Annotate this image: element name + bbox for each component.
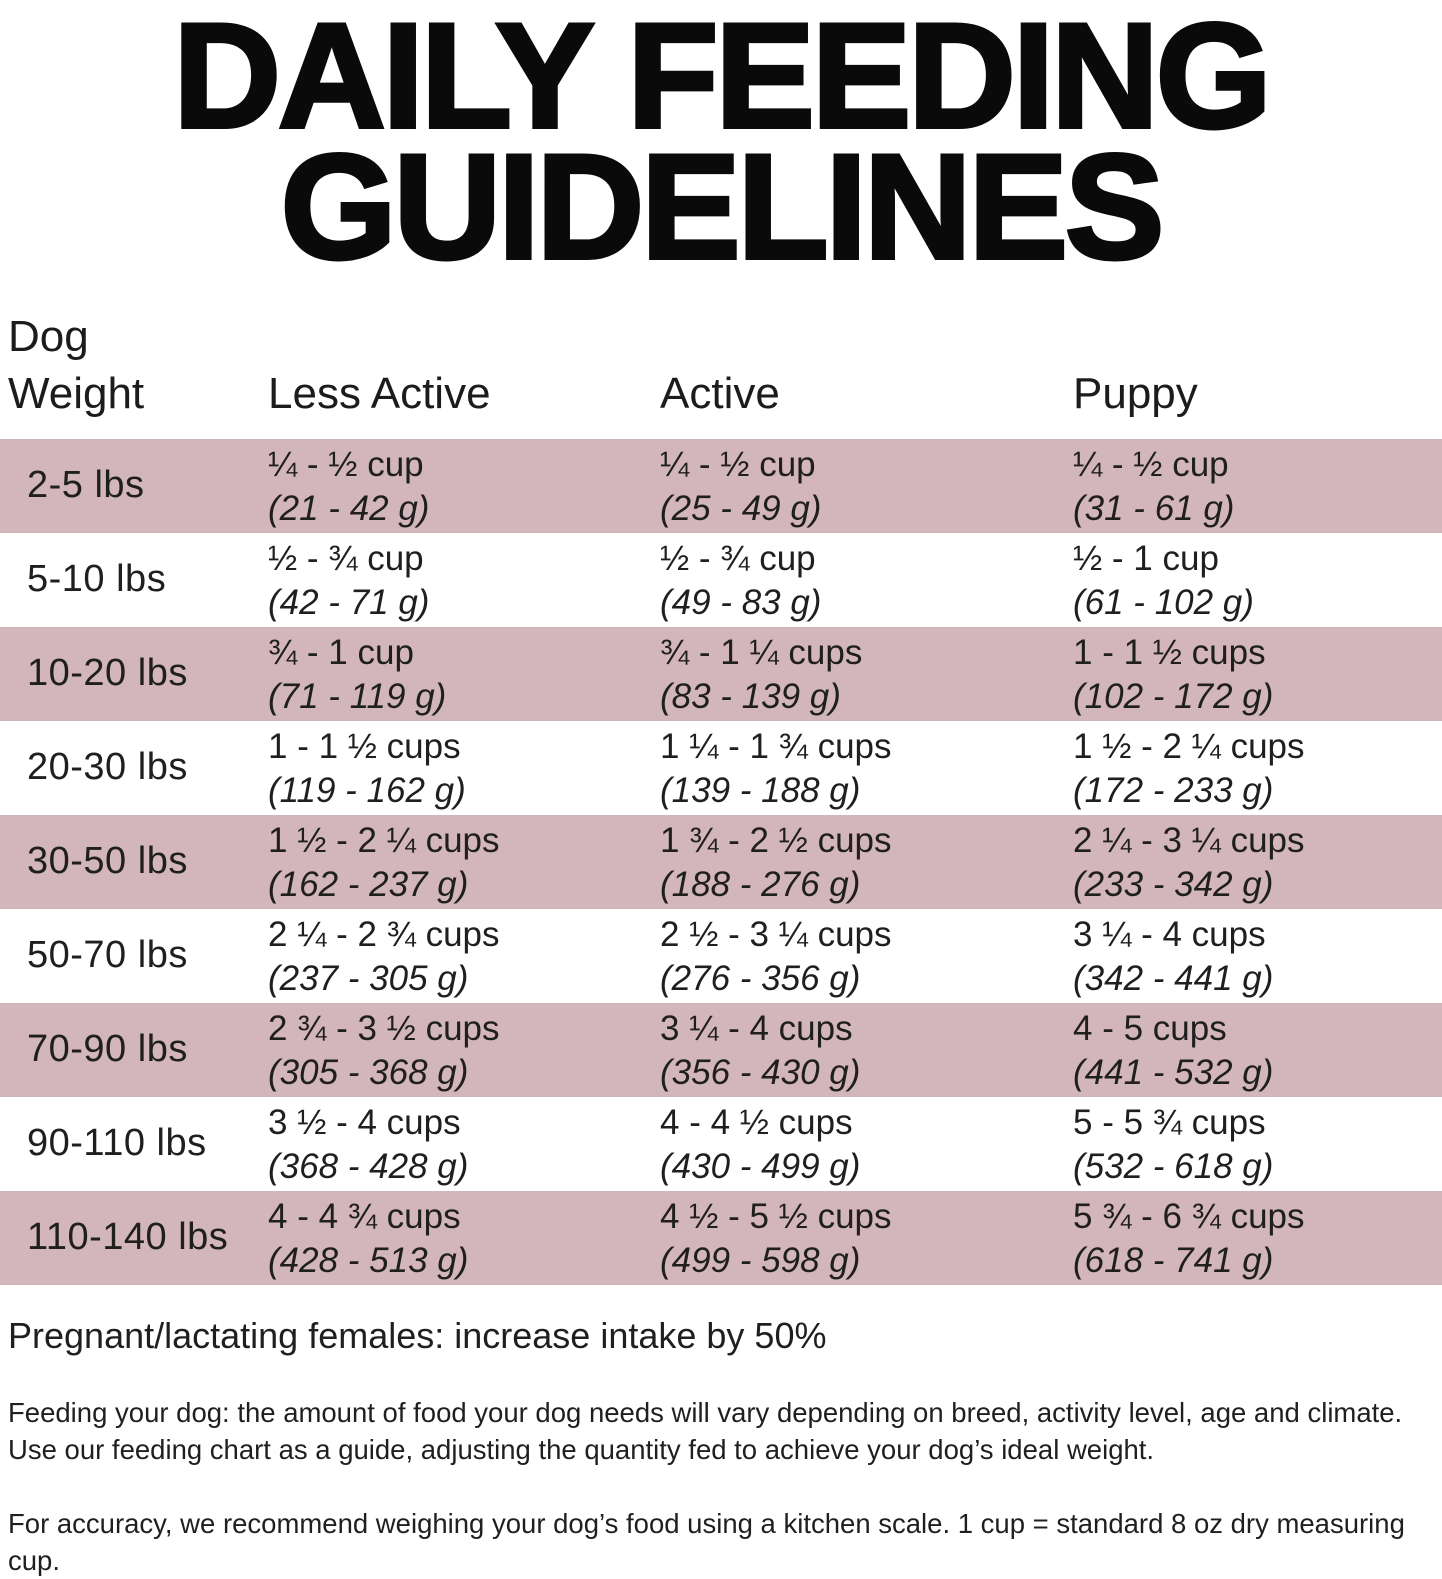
active-cell xyxy=(660,439,1073,533)
page-title-line1: DAILY FEEDING xyxy=(173,0,1269,159)
weight-cell: 70-90 lbs xyxy=(27,1028,188,1071)
cups-value: 1 - 1 ½ cups xyxy=(268,726,461,766)
grams-value: (25 - 49 g) xyxy=(660,488,822,528)
cups-value: 2 ¼ - 2 ¾ cups xyxy=(268,914,500,954)
cups-value: 1 ½ - 2 ¼ cups xyxy=(268,820,500,860)
cups-value: ½ - ¾ cup xyxy=(660,538,816,578)
cups-value: ½ - ¾ cup xyxy=(268,538,424,578)
column-header-less-active: Less Active xyxy=(268,369,491,419)
cups-value: 2 ½ - 3 ¼ cups xyxy=(660,914,892,954)
table-row xyxy=(0,533,1442,627)
column-header-dog-weight-line2: Weight xyxy=(8,369,145,419)
active-cell xyxy=(660,1191,1073,1285)
less-active-cell xyxy=(268,721,660,815)
feeding-table xyxy=(0,439,1442,1285)
grams-value: (441 - 532 g) xyxy=(1073,1052,1274,1092)
cups-value: ½ - 1 cup xyxy=(1073,538,1219,578)
cups-value: 2 ¼ - 3 ¼ cups xyxy=(1073,820,1305,860)
puppy-cell xyxy=(1073,1003,1442,1097)
grams-value: (233 - 342 g) xyxy=(1073,864,1274,904)
cups-value: 4 ½ - 5 ½ cups xyxy=(660,1196,892,1236)
grams-value: (102 - 172 g) xyxy=(1073,676,1274,716)
table-row xyxy=(0,1191,1442,1285)
less-active-cell xyxy=(268,1097,660,1191)
less-active-cell xyxy=(268,1191,660,1285)
grams-value: (237 - 305 g) xyxy=(268,958,469,998)
cups-value: 4 - 4 ¾ cups xyxy=(268,1196,461,1236)
less-active-cell xyxy=(268,909,660,1003)
active-cell xyxy=(660,909,1073,1003)
weight-cell: 50-70 lbs xyxy=(27,934,188,977)
accuracy-note-paragraph: For accuracy, we recommend weighing your dog’s food using a kitchen scale. 1 cup = standard 8 oz dry measuring cup. xyxy=(8,1507,1405,1576)
table-row xyxy=(0,815,1442,909)
column-header-active: Active xyxy=(660,369,780,419)
grams-value: (305 - 368 g) xyxy=(268,1052,469,1092)
column-header-dog-weight xyxy=(0,308,268,422)
table-row xyxy=(0,627,1442,721)
grams-value: (618 - 741 g) xyxy=(1073,1240,1274,1280)
puppy-cell xyxy=(1073,721,1442,815)
less-active-cell xyxy=(268,533,660,627)
grams-value: (49 - 83 g) xyxy=(660,582,822,622)
feeding-note-paragraph: Feeding your dog: the amount of food your dog needs will vary depending on breed, activity level, age and climate. Use our feeding chart as a guide, adjusting the quantity fed to achieve your dog’s ideal weight. xyxy=(8,1396,1403,1465)
cups-value: 1 ¾ - 2 ½ cups xyxy=(660,820,892,860)
active-cell xyxy=(660,1003,1073,1097)
cups-value: ¼ - ½ cup xyxy=(1073,444,1229,484)
grams-value: (276 - 356 g) xyxy=(660,958,861,998)
cups-value: 2 ¾ - 3 ½ cups xyxy=(268,1008,500,1048)
grams-value: (42 - 71 g) xyxy=(268,582,430,622)
weight-cell: 90-110 lbs xyxy=(27,1122,207,1165)
grams-value: (61 - 102 g) xyxy=(1073,582,1254,622)
table-row xyxy=(0,909,1442,1003)
weight-cell: 110-140 lbs xyxy=(27,1216,229,1259)
puppy-cell xyxy=(1073,1097,1442,1191)
puppy-cell xyxy=(1073,909,1442,1003)
grams-value: (356 - 430 g) xyxy=(660,1052,861,1092)
grams-value: (342 - 441 g) xyxy=(1073,958,1274,998)
active-cell xyxy=(660,1097,1073,1191)
active-cell xyxy=(660,721,1073,815)
grams-value: (172 - 233 g) xyxy=(1073,770,1274,810)
puppy-cell xyxy=(1073,439,1442,533)
cups-value: ¼ - ½ cup xyxy=(268,444,424,484)
puppy-cell xyxy=(1073,1191,1442,1285)
grams-value: (21 - 42 g) xyxy=(268,488,430,528)
grams-value: (368 - 428 g) xyxy=(268,1146,469,1186)
active-cell xyxy=(660,533,1073,627)
weight-cell: 2-5 lbs xyxy=(27,464,145,507)
weight-cell: 30-50 lbs xyxy=(27,840,188,883)
table-row xyxy=(0,1003,1442,1097)
grams-value: (428 - 513 g) xyxy=(268,1240,469,1280)
column-header-dog-weight-line1: Dog xyxy=(8,312,89,362)
cups-value: 4 - 5 cups xyxy=(1073,1008,1227,1048)
puppy-cell xyxy=(1073,627,1442,721)
cups-value: 1 ¼ - 1 ¾ cups xyxy=(660,726,892,766)
weight-cell: 5-10 lbs xyxy=(27,558,167,601)
weight-cell: 10-20 lbs xyxy=(27,652,188,695)
grams-value: (499 - 598 g) xyxy=(660,1240,861,1280)
page-title-line2: GUIDELINES xyxy=(280,123,1162,291)
cups-value: 3 ½ - 4 cups xyxy=(268,1102,461,1142)
grams-value: (162 - 237 g) xyxy=(268,864,469,904)
column-header-puppy: Puppy xyxy=(1073,369,1198,419)
puppy-cell xyxy=(1073,815,1442,909)
table-header-row xyxy=(0,308,1442,422)
table-row xyxy=(0,721,1442,815)
page-title xyxy=(0,0,1442,291)
cups-value: 1 ½ - 2 ¼ cups xyxy=(1073,726,1305,766)
cups-value: 5 ¾ - 6 ¾ cups xyxy=(1073,1196,1305,1236)
less-active-cell xyxy=(268,1003,660,1097)
cups-value: 5 - 5 ¾ cups xyxy=(1073,1102,1266,1142)
grams-value: (139 - 188 g) xyxy=(660,770,861,810)
less-active-cell xyxy=(268,815,660,909)
active-cell xyxy=(660,627,1073,721)
puppy-cell xyxy=(1073,533,1442,627)
table-row xyxy=(0,439,1442,533)
cups-value: ¼ - ½ cup xyxy=(660,444,816,484)
grams-value: (31 - 61 g) xyxy=(1073,488,1235,528)
cups-value: 3 ¼ - 4 cups xyxy=(1073,914,1266,954)
table-row xyxy=(0,1097,1442,1191)
less-active-cell xyxy=(268,627,660,721)
cups-value: ¾ - 1 cup xyxy=(268,632,414,672)
grams-value: (83 - 139 g) xyxy=(660,676,841,716)
cups-value: 3 ¼ - 4 cups xyxy=(660,1008,853,1048)
less-active-cell xyxy=(268,439,660,533)
grams-value: (532 - 618 g) xyxy=(1073,1146,1274,1186)
grams-value: (188 - 276 g) xyxy=(660,864,861,904)
cups-value: 4 - 4 ½ cups xyxy=(660,1102,853,1142)
grams-value: (71 - 119 g) xyxy=(268,676,447,716)
weight-cell: 20-30 lbs xyxy=(27,746,188,789)
grams-value: (119 - 162 g) xyxy=(268,770,466,810)
pregnant-lactating-note: Pregnant/lactating females: increase intake by 50% xyxy=(8,1314,827,1356)
active-cell xyxy=(660,815,1073,909)
grams-value: (430 - 499 g) xyxy=(660,1146,861,1186)
cups-value: ¾ - 1 ¼ cups xyxy=(660,632,863,672)
cups-value: 1 - 1 ½ cups xyxy=(1073,632,1266,672)
